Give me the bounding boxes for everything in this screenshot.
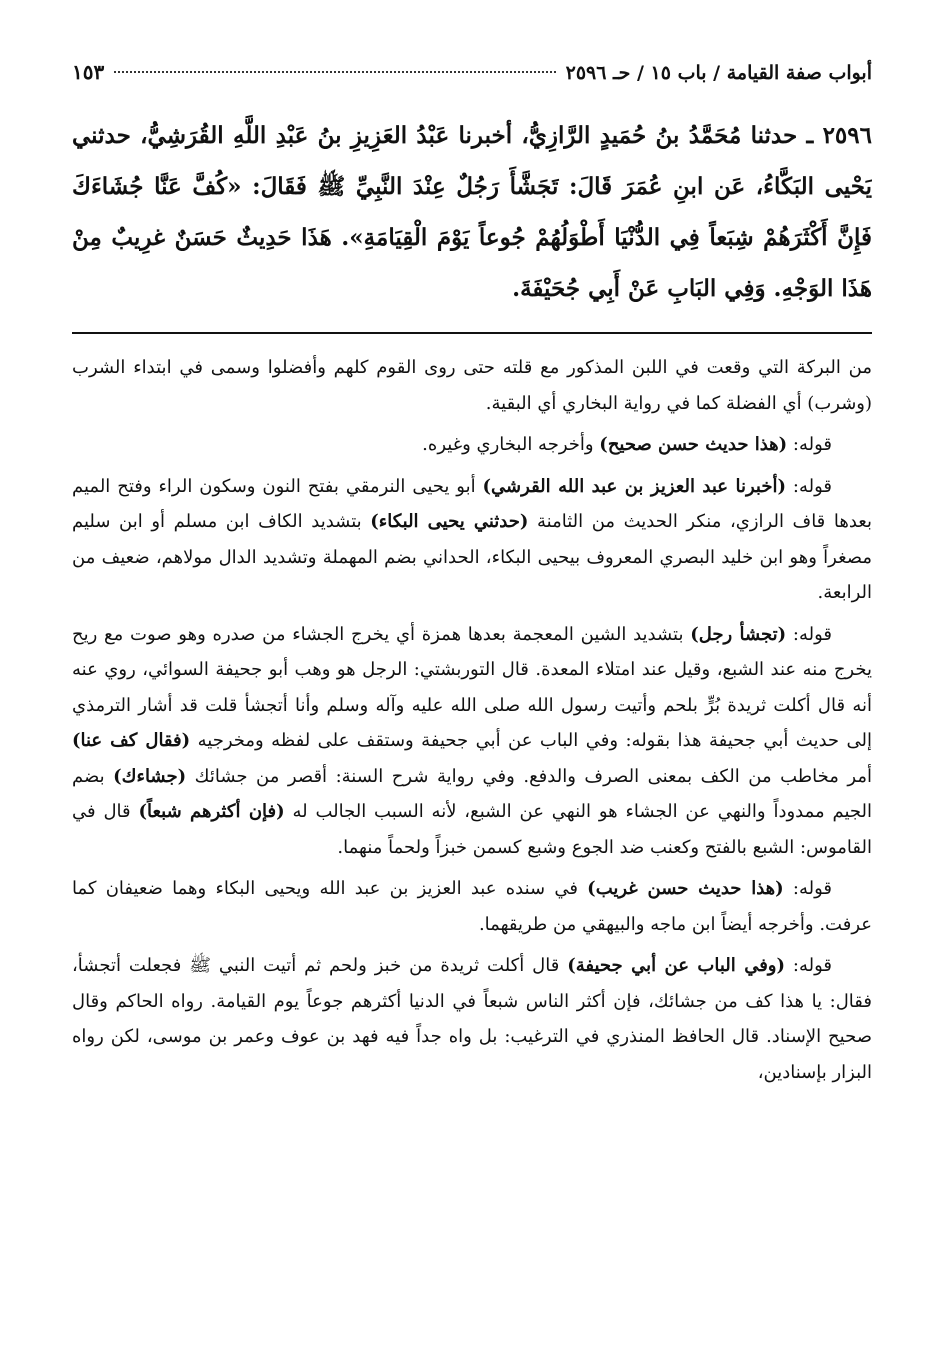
commentary-paragraph	[72, 350, 872, 421]
header-dot-leader	[114, 71, 555, 73]
footnote-divider	[72, 332, 872, 334]
running-title: أبواب صفة القيامة / باب ١٥ / حـ ٢٥٩٦	[565, 62, 872, 84]
commentary-text: في سنده عبد العزيز بن عبد الله ويحيى البكاء وهما ضعيفان كما عرفت. وأخرجه أيضاً ابن ماجه والبيهقي من طريقهما.	[72, 878, 872, 935]
commentary-paragraph	[72, 948, 872, 1090]
quoted-phrase: (حدثني يحيى البكاء)	[370, 511, 529, 532]
commentary-lead: قوله:	[783, 878, 832, 899]
quoted-phrase: (جشاءك)	[113, 765, 187, 787]
commentary-text: قال في القاموس: الشبع بالفتح وكعنب ضد الجوع وشبع كسمن خبزاً ولحماً منهما.	[72, 801, 872, 858]
commentary-text: قال أكلت ثريدة من خبز ولحم ثم أتيت النبي ﷺ فجعلت أتجشأ، فقال: يا هذا كف من جشائك، فإن أكثر الناس شبعاً في الدنيا أكثرهم جوعاً يوم القيامة. رواه الحاكم وقال صحيح الإسناد. قال الحافظ المنذري في الترغيب: بل واه جداً فيه فهد بن عوف وعمر بن موسى، لكن رواه البزار بإسنادين،	[72, 955, 872, 1083]
commentary-paragraph	[72, 427, 872, 463]
quoted-phrase: (فإن أكثرهم شبعاً)	[138, 801, 285, 822]
page	[72, 60, 872, 1096]
page-number: ١٥٣	[72, 60, 105, 84]
hadith-body: حدثنا مُحَمَّدُ بنُ حُمَيدٍ الرَّازِيُّ، أخبرنا عَبْدُ العَزِيزِ بنُ عَبْدِ اللَّهِ القُرَشِيُّ، حدثني يَحْيى البَكَّاءُ، عَن ابنِ عُمَرَ قَالَ: تَجَشَّأَ رَجُلٌ عِنْدَ النَّبِيِّ ﷺ فَقَالَ: «كُفَّ عَنَّا جُشَاءَكَ فَإِنَّ أَكْثَرَهُمْ شِبَعاً فِي الدُّنْيَا أَطْوَلُهُمْ جُوعاً يَوْمَ الْقِيَامَةِ». هَذَا حَدِيثٌ حَسَنٌ غرِيبٌ مِنْ هَذَا الوَجْهِ. وَفِي البَابِ عَنْ أَبِي جُحَيْفَةَ.	[72, 122, 872, 302]
quoted-phrase: (هذا حديث حسن غريب)	[587, 878, 784, 899]
commentary-lead: قوله:	[786, 623, 833, 645]
commentary-paragraph	[72, 617, 872, 866]
commentary-lead: قوله:	[787, 434, 832, 455]
commentary-text: بتشديد الكاف ابن مسلم أو ابن سليم مصغراً وهو ابن خليد البصري المعروف بيحيى البكاء، الحداني بضم المهملة وتشديد الدال مولاهم، ضعيف من الرابعة.	[72, 511, 873, 603]
commentary-text: وأخرجه البخاري وغيره.	[422, 434, 600, 455]
commentary-text: بضم الجيم ممدوداً والنهي عن الجشاء هو النهي عن الشبع، لأنه السبب الجالب له	[72, 765, 872, 822]
commentary-paragraph	[72, 469, 872, 611]
running-header	[72, 60, 872, 100]
commentary-lead: قوله:	[785, 955, 833, 976]
commentary-lead: قوله:	[785, 475, 832, 497]
commentary-text: من البركة التي وقعت في اللبن المذكور مع قلته حتى روى القوم كلهم وأفضلوا وسمى في ابتداء الشرب (وشرب) أي الفضلة كما في رواية البخاري أي البقية.	[72, 357, 872, 414]
hadith-text-block	[72, 110, 872, 314]
commentary-text: أمر مخاطب من الكف بمعنى الصرف والدفع. وفي رواية شرح السنة: أقصر من جشائك	[186, 765, 872, 787]
commentary-paragraph	[72, 871, 872, 942]
hadith-number: ٢٥٩٦ ـ	[806, 122, 872, 149]
quoted-phrase: (فقال كف عنا)	[72, 730, 191, 751]
commentary-text: أبو يحيى النرمقي بفتح النون وسكون الراء وفتح الميم بعدها قاف الرازي، منكر الحديث من الثامنة	[72, 475, 872, 532]
commentary	[72, 350, 872, 1090]
commentary-text: بتشديد الشين المعجمة بعدها همزة أي يخرج الجشاء من صدره وهو صوت مع ريح يخرج منه عند الشبع، وقيل عند امتلاء المعدة. قال التوربشتي: الرجل هو وهب أبو جحيفة السوائي، روي عنه أنه قال أكلت ثريدة بُرٍّ بلحم وأتيت رسول الله صلى الله عليه وآله وسلم وأنا أتجشأ قلت قد أشار الترمذي إلى حديث أبي جحيفة هذا بقوله: وفي الباب عن أبي جحيفة وستقف على لفظه ومخرجيه	[72, 623, 873, 751]
quoted-phrase: (تجشأ رجل)	[690, 623, 787, 645]
quoted-phrase: (وفي الباب عن أبي جحيفة)	[567, 955, 786, 976]
quoted-phrase: (هذا حديث حسن صحيح)	[599, 434, 788, 455]
quoted-phrase: (أخبرنا عبد العزيز بن عبد الله القرشي)	[482, 475, 786, 497]
